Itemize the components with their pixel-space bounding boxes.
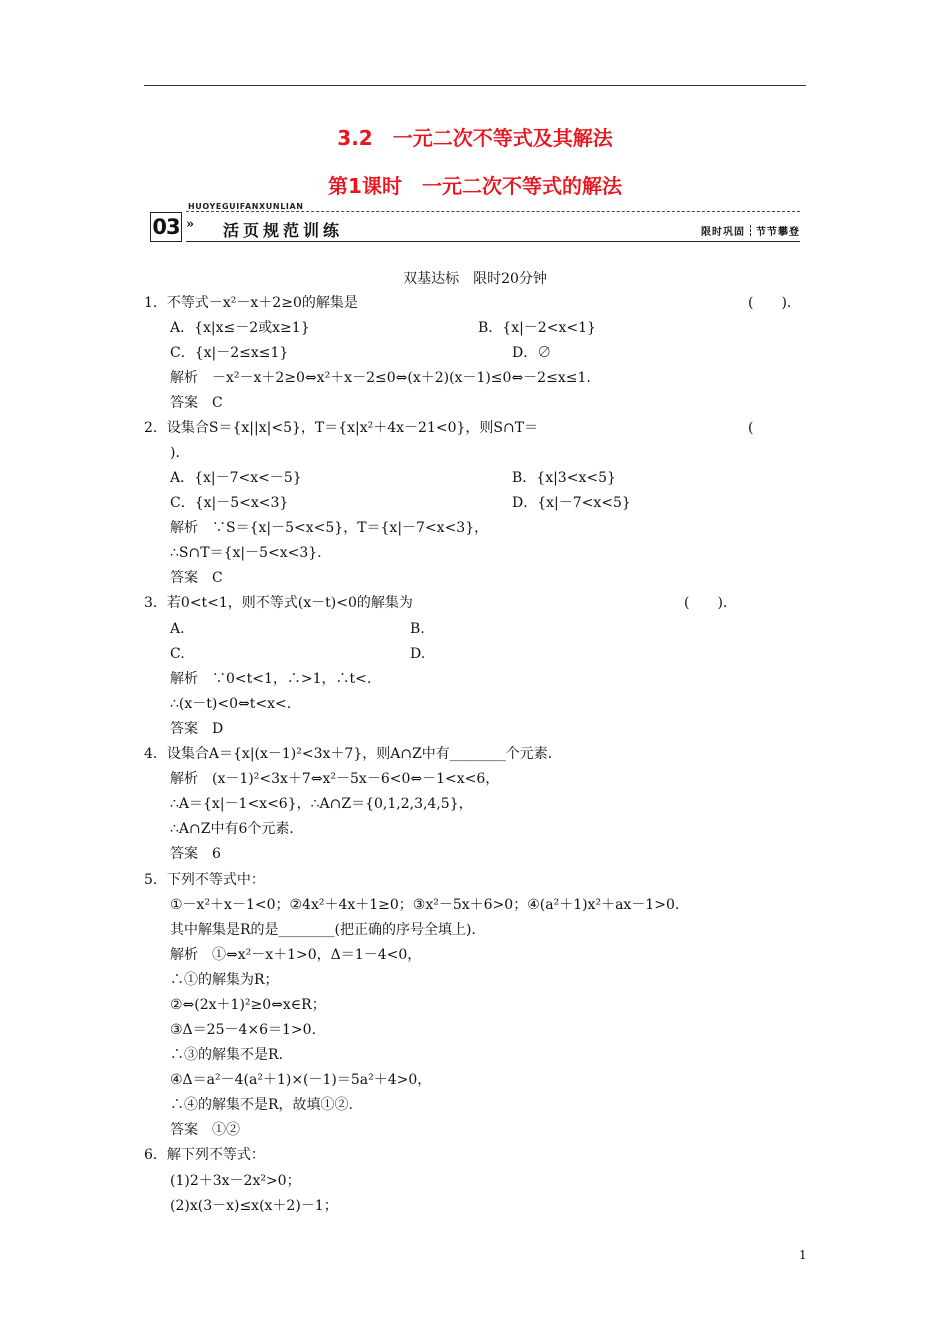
top-rule [144, 85, 806, 86]
q2-solution-2: ∴S∩T＝{x|－5<x<3}. [170, 545, 322, 561]
q1-option-b: B．{x|－2<x<1} [478, 320, 596, 336]
q1-answer-bracket: ( )． [748, 295, 801, 311]
banner-number: 03 [150, 212, 182, 242]
q1-answer: 答案 C [170, 395, 223, 411]
banner-pinyin: HUOYEGUIFANXUNLIAN [188, 202, 304, 211]
q5-answer: 答案 ①② [170, 1122, 240, 1138]
question-5: 5．下列不等式中： [144, 872, 265, 888]
banner-right-a: 限时巩固 [701, 227, 745, 238]
q5-solution-7: ∴④的解集不是R，故填①②. [170, 1097, 353, 1113]
banner-label: 活页规范训练 [223, 221, 344, 240]
q2-solution-1: 解析 ∵S＝{x|－5<x<5}，T＝{x|－7<x<3}， [170, 520, 489, 536]
question-6: 6．解下列不等式： [144, 1147, 265, 1163]
q5-prompt: 其中解集是R的是________(把正确的序号全填上)． [170, 922, 486, 938]
q2-bracket-open: ( [748, 420, 754, 436]
q3-answer-bracket: ( )． [684, 595, 737, 611]
q1-option-c: C．{x|－2≤x≤1} [170, 345, 289, 361]
q5-solution-4: ③Δ＝25－4×6＝1>0. [170, 1022, 317, 1038]
q1-solution: 解析 －x²－x＋2≥0⇔x²＋x－2≤0⇔(x＋2)(x－1)≤0⇔－2≤x≤1. [170, 370, 591, 386]
q4-solution-2: ∴A＝{x|－1<x<6}，∴A∩Z＝{0,1,2,3,4,5}， [170, 796, 473, 812]
double-chevron-icon: » [186, 217, 195, 232]
q3-option-c: C. [170, 646, 185, 662]
q3-solution-1: 解析 ∵0<t<1，∴>1，∴t<. [170, 671, 372, 687]
q2-bracket-close: )． [170, 445, 190, 461]
q2-answer: 答案 C [170, 570, 223, 586]
question-1: 1．不等式－x²－x＋2≥0的解集是 [144, 295, 358, 311]
banner-right-b: 节节攀登 [756, 227, 800, 238]
q3-answer: 答案 D [170, 721, 224, 737]
q4-solution-3: ∴A∩Z中有6个元素． [170, 821, 304, 837]
question-3: 3．若0<t<1，则不等式(x－t)<0的解集为 [144, 595, 413, 611]
q5-solution-1: 解析 ①⇔x²－x＋1>0，Δ＝1－4<0， [170, 947, 422, 963]
q5-solution-2: ∴①的解集为R； [170, 972, 279, 988]
section-title: 3.2 一元二次不等式及其解法 [337, 126, 613, 150]
q5-items: ①－x²＋x－1<0；②4x²＋4x＋1≥0；③x²－5x＋6>0；④(a²＋1)x²＋ax－1>0. [170, 897, 680, 913]
practice-banner [148, 202, 802, 245]
q2-option-b: B．{x|3<x<5} [512, 470, 616, 486]
question-2: 2．设集合S＝{x||x|<5}，T＝{x|x²＋4x－21<0}，则S∩T＝ [144, 420, 539, 436]
q3-solution-2: ∴(x－t)<0⇔t<x<. [170, 696, 292, 712]
q5-solution-3: ②⇔(2x＋1)²≥0⇔x∈R； [170, 997, 326, 1013]
banner-baseline [186, 241, 800, 242]
banner-dashed-rule [186, 211, 800, 212]
q1-option-d: D．∅ [512, 345, 552, 361]
banner-right-text [701, 223, 800, 238]
banner-divider [750, 225, 751, 236]
q2-option-a: A．{x|－7<x<－5} [170, 470, 302, 486]
q5-solution-5: ∴③的解集不是R. [170, 1047, 283, 1063]
q6-part-2: (2)x(3－x)≤x(x＋2)－1； [170, 1198, 338, 1214]
question-4: 4．设集合A＝{x|(x－1)²<3x＋7}，则A∩Z中有________个元素． [144, 746, 562, 762]
q4-solution-1: 解析 (x－1)²<3x＋7⇔x²－5x－6<0⇔－1<x<6， [170, 771, 500, 787]
q5-solution-6: ④Δ＝a²－4(a²＋1)×(－1)＝5a²＋4>0， [170, 1072, 432, 1088]
q3-option-d: D. [410, 646, 426, 662]
q4-answer: 答案 6 [170, 846, 221, 862]
q2-option-d: D．{x|－7<x<5} [512, 495, 631, 511]
q2-option-c: C．{x|－5<x<3} [170, 495, 289, 511]
q3-option-a: A. [170, 621, 185, 637]
page-number: 1 [799, 1248, 807, 1262]
q3-option-b: B. [410, 621, 425, 637]
q6-part-1: (1)2＋3x－2x²>0； [170, 1173, 301, 1189]
q1-option-a: A．{x|x≤－2或x≥1} [170, 320, 310, 336]
section-subhead: 双基达标 限时20分钟 [403, 271, 547, 287]
lesson-title: 第1课时 一元二次不等式的解法 [328, 174, 622, 198]
